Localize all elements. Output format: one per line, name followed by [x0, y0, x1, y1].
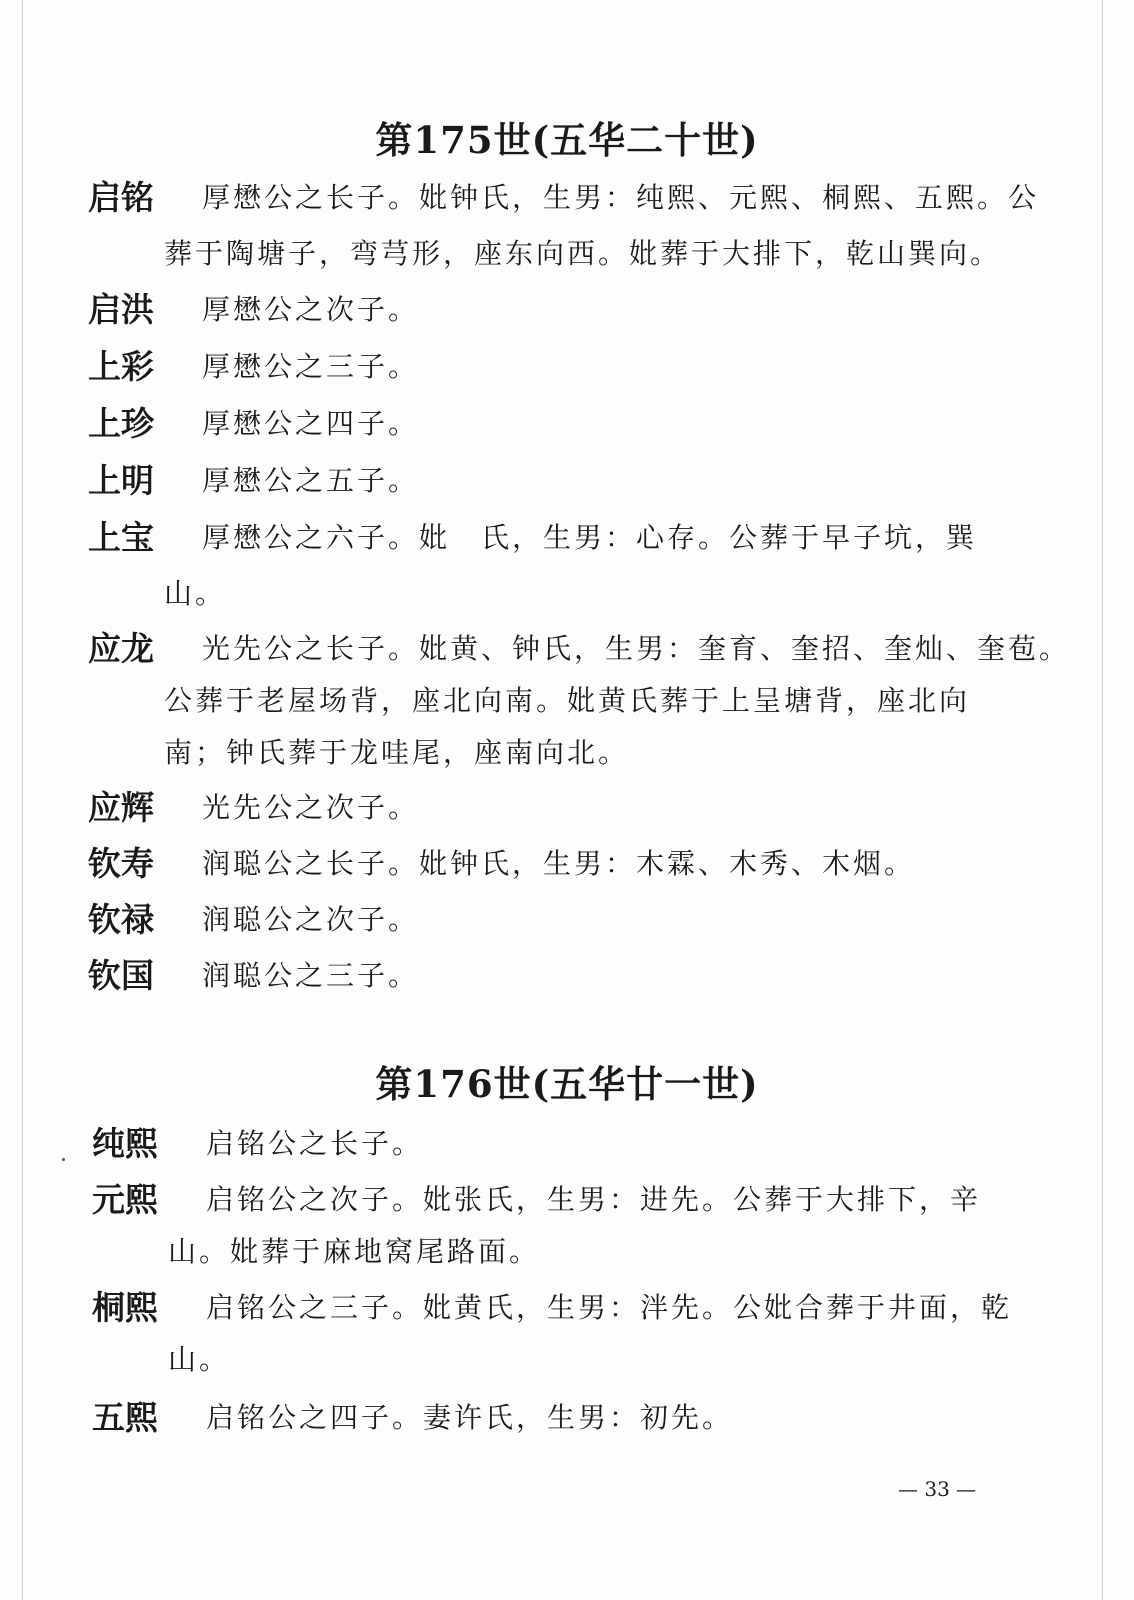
entry-text-line: 光先公之次子。 — [202, 791, 420, 824]
entry-text-line: 启铭公之长子。 — [206, 1127, 424, 1160]
entry-text-line: 启铭公之三子。妣黄氏，生男：泮先。公妣合葬于井面，乾 — [206, 1291, 1013, 1324]
entry-text-line: 山。 — [168, 1343, 231, 1376]
genealogy-entry — [88, 459, 1028, 503]
right-scan-edge — [1102, 0, 1103, 1600]
genealogy-entry — [88, 627, 1071, 783]
genealogy-entry — [92, 1122, 1032, 1166]
page-number: — 33 — — [898, 1477, 977, 1501]
person-name: 纯熙 — [92, 1124, 158, 1163]
person-name: 应辉 — [88, 788, 154, 827]
entry-text-line: 启铭公之四子。妻许氏，生男：初先。 — [206, 1401, 734, 1434]
genealogy-entry — [92, 1396, 1032, 1440]
entry-text-line: 公葬于老屋场背，座北向南。妣黄氏葬于上呈塘背，座北向 — [164, 684, 971, 717]
person-name: 钦禄 — [88, 900, 154, 939]
entry-text-line: 厚懋公之五子。 — [202, 464, 420, 497]
entry-text-line: 厚懋公之三子。 — [202, 350, 420, 383]
genealogy-entry — [92, 1178, 1032, 1278]
entry-text-line: 润聪公之次子。 — [202, 903, 420, 936]
person-name: 五熙 — [92, 1398, 158, 1437]
scan-speck — [62, 1158, 65, 1161]
entry-text-line: 山。 — [164, 577, 227, 610]
genealogy-entry — [88, 954, 1028, 998]
genealogy-entry — [92, 1286, 1032, 1386]
entry-text-line: 厚懋公之次子。 — [202, 293, 420, 326]
entry-text-line: 厚懋公之四子。 — [202, 407, 420, 440]
genealogy-entry — [88, 842, 1028, 886]
genealogy-entry — [88, 402, 1028, 446]
left-scan-edge — [22, 0, 23, 1600]
person-name: 桐熙 — [92, 1288, 158, 1327]
genealogy-entry — [88, 898, 1028, 942]
entry-text-line: 葬于陶塘子，弯芎形，座东向西。妣葬于大排下，乾山巽向。 — [164, 237, 1002, 270]
entry-text-line: 南；钟氏葬于龙哇尾，座南向北。 — [164, 736, 630, 769]
entry-text-line: 厚懋公之六子。妣 氏，生男：心存。公葬于早子坑，巽 — [202, 521, 978, 554]
entry-text-line: 润聪公之三子。 — [202, 959, 420, 992]
entry-text-line: 启铭公之次子。妣张氏，生男：进先。公葬于大排下，辛 — [206, 1183, 982, 1216]
person-name: 上彩 — [88, 347, 154, 386]
person-name: 元熙 — [92, 1180, 158, 1219]
person-name: 钦国 — [88, 956, 154, 995]
entry-text-line: 光先公之长子。妣黄、钟氏，生男：奎育、奎招、奎灿、奎苞。 — [202, 632, 1071, 665]
genealogy-entry — [88, 176, 1040, 276]
person-name: 钦寿 — [88, 844, 154, 883]
genealogy-entry — [88, 516, 1028, 616]
genealogy-entry — [88, 288, 1028, 332]
person-name: 启铭 — [88, 178, 154, 217]
person-name: 上珍 — [88, 404, 154, 443]
entry-text-line: 润聪公之长子。妣钟氏，生男：木霖、木秀、木烟。 — [202, 847, 916, 880]
genealogy-entry — [88, 345, 1028, 389]
heading-gen-175: 第175世(五华二十世) — [375, 118, 759, 162]
person-name: 上明 — [88, 461, 154, 500]
person-name: 启洪 — [88, 290, 154, 329]
person-name: 应龙 — [88, 629, 154, 668]
person-name: 上宝 — [88, 518, 154, 557]
entry-text-line: 厚懋公之长子。妣钟氏，生男：纯熙、元熙、桐熙、五熙。公 — [202, 181, 1040, 214]
genealogy-entry — [88, 786, 1028, 830]
entry-text-line: 山。妣葬于麻地窝尾路面。 — [168, 1235, 541, 1268]
heading-gen-176: 第176世(五华廿一世) — [375, 1062, 759, 1106]
